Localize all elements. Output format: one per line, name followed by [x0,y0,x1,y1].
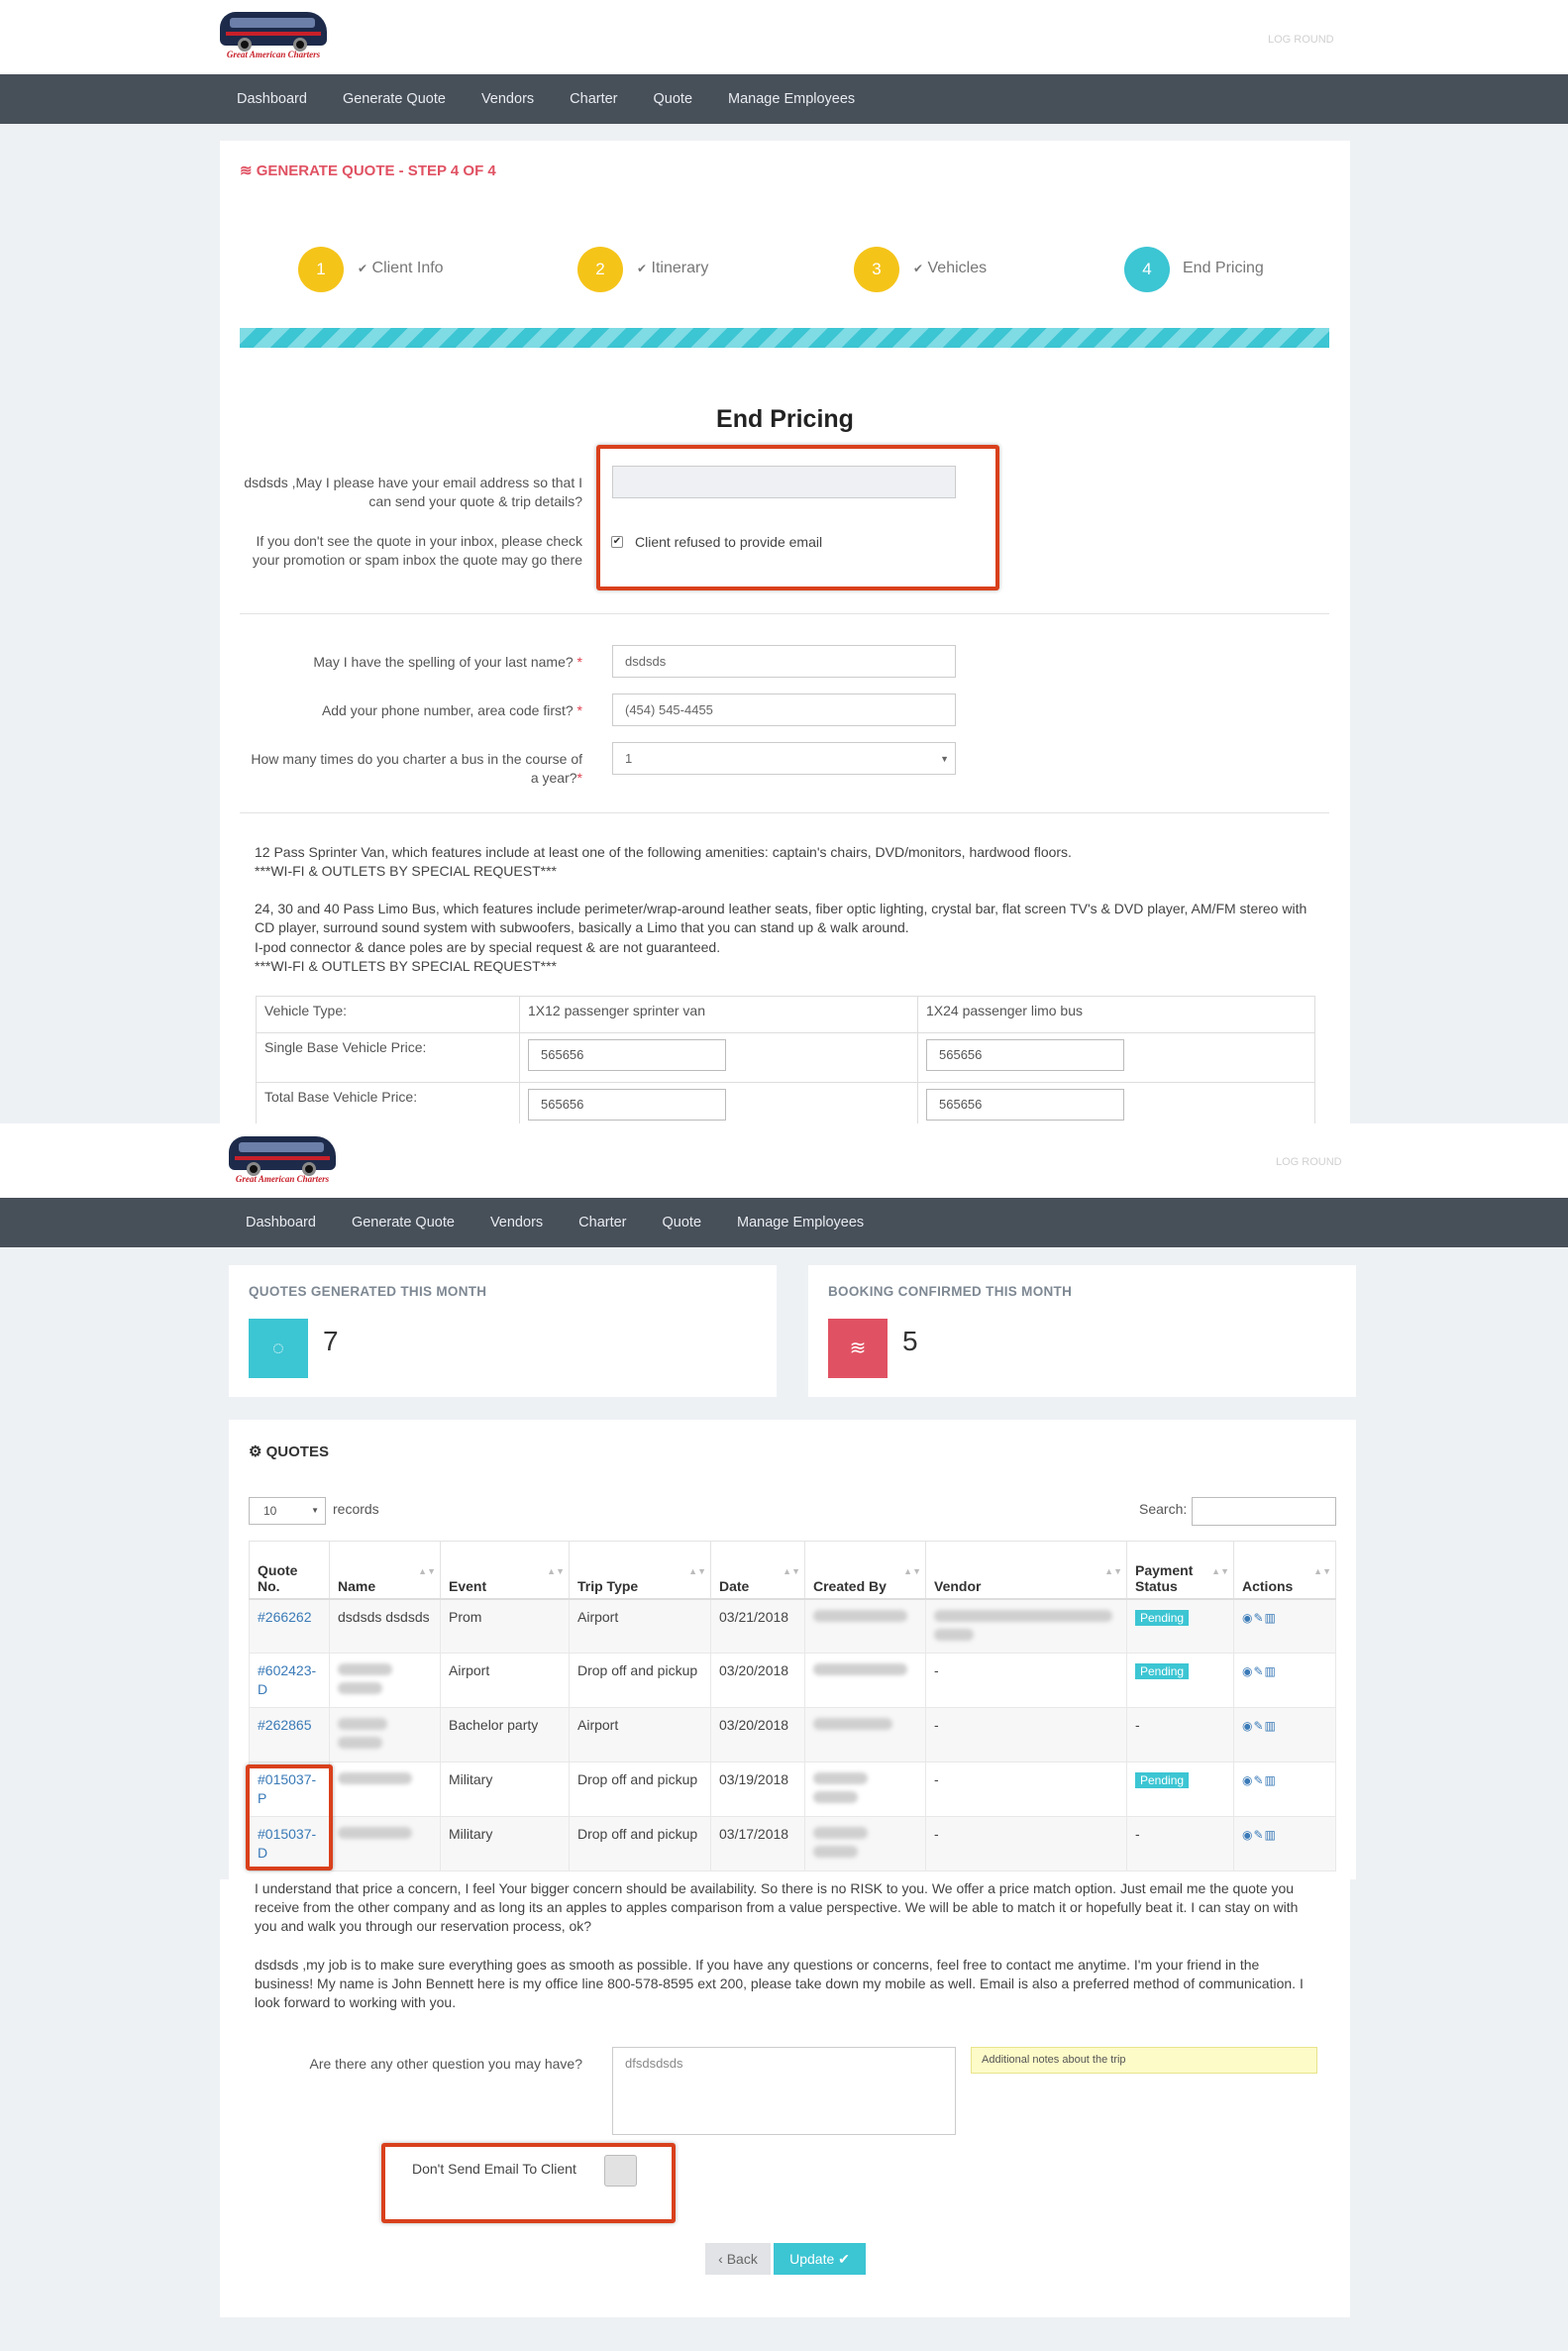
quote-link[interactable]: #262865 [258,1717,312,1733]
nav-manage-employees[interactable]: Manage Employees [737,1215,865,1230]
total-price-label: Total Base Vehicle Price: [257,1083,520,1124]
col-date[interactable]: Date ▲▼ [711,1542,805,1599]
total-price-input-2[interactable]: 565656 [926,1089,1124,1121]
nav-charter[interactable]: Charter [570,91,618,107]
view-icon[interactable]: ◉ [1242,1828,1254,1842]
col-quote-no[interactable]: Quote No. [250,1542,330,1599]
chevron-down-icon: ▼ [311,1506,319,1515]
highlight-box-email [596,445,999,590]
delete-icon[interactable]: ▥ [1264,1719,1277,1733]
single-price-input-1[interactable]: 565656 [528,1039,726,1071]
main-nav [0,74,1568,124]
panel-title: ≋ GENERATE QUOTE - STEP 4 OF 4 [240,162,496,179]
status-badge: Pending [1135,1610,1189,1626]
cell-event: Military [441,1763,570,1817]
vehicle-type-2: 1X24 passenger limo bus [918,997,1315,1033]
vehicle-description-1: 12 Pass Sprinter Van, which features include at least one of the following amenities: captain's chairs, DVD/monitors, hardwood floors. [255,844,1072,860]
cell-created-by [805,1763,926,1817]
edit-icon[interactable]: ✎ [1253,1773,1265,1787]
total-price-input-1[interactable]: 565656 [528,1089,726,1121]
col-event[interactable]: Event ▲▼ [441,1542,570,1599]
logout-link[interactable]: LOG ROUND [1268,34,1334,46]
single-price-label: Single Base Vehicle Price: [257,1033,520,1083]
phone-input[interactable]: (454) 545-4455 [612,694,956,726]
edit-icon[interactable]: ✎ [1253,1828,1265,1842]
stat1-title: QUOTES GENERATED THIS MONTH [249,1284,487,1299]
check-icon: ✔ [358,262,368,275]
step-3-circle[interactable]: 3 [854,247,899,292]
lastname-label: May I have the spelling of your last name? * [313,654,582,670]
nav-charter[interactable]: Charter [578,1215,627,1230]
cell-created-by [805,1599,926,1654]
quotes-table [249,1541,1336,1871]
delete-icon[interactable]: ▥ [1264,1773,1277,1787]
view-icon[interactable]: ◉ [1242,1610,1254,1625]
col-payment-status[interactable]: Payment Status ▲▼ [1127,1542,1234,1599]
chevron-down-icon: ▼ [940,754,949,764]
step-1-circle[interactable]: 1 [298,247,344,292]
cell-trip-type: Drop off and pickup [570,1763,711,1817]
nav-generate-quote[interactable]: Generate Quote [342,91,446,107]
col-actions[interactable]: Actions ▲▼ [1234,1542,1336,1599]
col-trip-type[interactable]: Trip Type ▲▼ [570,1542,711,1599]
cell-vendor [926,1599,1127,1654]
view-icon[interactable]: ◉ [1242,1719,1254,1733]
cell-date: 03/17/2018 [711,1817,805,1871]
stat2-title: BOOKING CONFIRMED THIS MONTH [828,1284,1073,1299]
phone-label: Add your phone number, area code first? * [321,702,582,718]
cell-date: 03/21/2018 [711,1599,805,1654]
logout-link[interactable]: LOG ROUND [1276,1156,1342,1168]
vehicle-pricing-table [256,996,1315,1123]
vehicle-type-1: 1X12 passenger sprinter van [520,997,918,1033]
row-actions [1234,1763,1336,1817]
progress-bar [240,328,1329,348]
step-4-circle[interactable]: 4 [1124,247,1170,292]
vehicle-description-2: ***WI-FI & OUTLETS BY SPECIAL REQUEST*** [255,863,557,879]
step-3-label[interactable]: ✔ Vehicles [913,260,988,276]
lightbulb-icon: ◌ [249,1319,308,1378]
cell-event: Prom [441,1599,570,1654]
step-1-label[interactable]: ✔ Client Info [358,260,444,276]
cell-event: Bachelor party [441,1708,570,1763]
nav-quote[interactable]: Quote [662,1215,702,1230]
cell-created-by [805,1708,926,1763]
edit-icon[interactable]: ✎ [1253,1664,1265,1678]
delete-icon[interactable]: ▥ [1264,1664,1277,1678]
quote-link[interactable]: #266262 [258,1608,312,1625]
stat2-value: 5 [902,1326,918,1356]
layers-icon: ≋ [240,162,257,179]
view-icon[interactable]: ◉ [1242,1664,1254,1678]
header-bar [0,0,1568,74]
generate-quote-panel [220,141,1350,1123]
status-badge: Pending [1135,1772,1189,1788]
cell-name [330,1708,441,1763]
layers-icon: ≋ [828,1319,888,1378]
inbox-note: If you don't see the quote in your inbox, please check your promotion or spam inbox the quote may go there [252,533,582,568]
table-header [250,1542,1336,1599]
vehicle-type-label: Vehicle Type: [257,997,520,1033]
cell-vendor: - [926,1708,1127,1763]
records-label: records [333,1501,379,1517]
nav-manage-employees[interactable]: Manage Employees [728,91,856,107]
price-match-paragraph: I understand that price a concern, I feel Your bigger concern should be availability. So there is no RISK to you. We offer a price match option. Just email me the quote you receive from the other company and as long its an apples to apples comparison from a value perspective. We will be able to match it or hopefully beat it. I can stay on with you and walk you through our reservation process, ok? [255,1880,1299,1934]
nav-dashboard[interactable]: Dashboard [246,1215,316,1230]
single-price-input-2[interactable]: 565656 [926,1039,1124,1071]
cell-vendor: - [926,1763,1127,1817]
cell-date: 03/19/2018 [711,1763,805,1817]
charter-frequency-label: How many times do you charter a bus in the course of a year?* [251,751,582,786]
cell-name [330,1654,441,1708]
row-actions [1234,1817,1336,1871]
cell-event: Military [441,1817,570,1871]
notes-hint: Additional notes about the trip [971,2047,1317,2074]
step-2-circle[interactable]: 2 [577,247,623,292]
cell-created-by [805,1817,926,1871]
table-row [250,1599,1336,1654]
table-row [250,1654,1336,1708]
company-logo[interactable] [229,1128,336,1194]
table-row [257,997,1315,1033]
cell-payment-status: - [1127,1708,1234,1763]
delete-icon[interactable]: ▥ [1264,1828,1277,1842]
cell-name [330,1817,441,1871]
cell-vendor: - [926,1817,1127,1871]
table-row [250,1763,1336,1817]
highlight-box-quote-numbers [246,1764,333,1870]
cell-trip-type: Drop off and pickup [570,1817,711,1871]
status-badge: Pending [1135,1663,1189,1679]
cell-created-by [805,1654,926,1708]
divider [240,613,1329,614]
cell-date: 03/20/2018 [711,1654,805,1708]
quote-link[interactable]: #015037-P [258,1771,317,1806]
dashboard-nav [0,1198,1568,1247]
col-created-by[interactable]: Created By ▲▼ [805,1542,926,1599]
table-row [250,1817,1336,1871]
nav-generate-quote[interactable]: Generate Quote [351,1215,455,1230]
table-row [257,1033,1315,1083]
cell-date: 03/20/2018 [711,1708,805,1763]
cell-payment-status: - [1127,1817,1234,1871]
highlight-box-dont-send [381,2143,676,2223]
charter-frequency-select[interactable]: 1 ▼ [612,742,956,775]
nav-vendors[interactable]: Vendors [480,91,535,107]
check-icon: ✔ [637,262,648,275]
back-button[interactable]: ‹ Back [705,2243,771,2275]
cell-trip-type: Airport [570,1708,711,1763]
lastname-input[interactable]: dsdsds [612,645,956,678]
refused-email-label: Client refused to provide email [635,534,823,550]
logo-text: Great American Charters [235,1174,330,1184]
quote-link[interactable]: #602423-D [258,1662,317,1697]
quotes-title: ⚙ QUOTES [249,1443,329,1460]
other-question-textarea[interactable]: dfsdsdsds [612,2047,956,2135]
stat1-value: 7 [323,1326,339,1356]
row-actions [1234,1654,1336,1708]
col-vendor[interactable]: Vendor ▲▼ [926,1542,1127,1599]
email-label: dsdsds ,May I please have your email address so that I can send your quote & trip details? [244,475,582,509]
step-2-label[interactable]: ✔ Itinerary [637,260,709,276]
nav-dashboard[interactable]: Dashboard [237,91,307,107]
vehicle-pricing-table-wrap [256,996,1315,1123]
vehicle-description-5: ***WI-FI & OUTLETS BY SPECIAL REQUEST*** [255,958,557,974]
cell-event: Airport [441,1654,570,1708]
vehicle-description-3: 24, 30 and 40 Pass Limo Bus, which features include perimeter/wrap-around leather seats, fiber optic lighting, crystal bar, flat screen TV's & DVD player, AM/FM stereo with CD player, surround sound system with subwoofers, basically a Limo that you can stand up & walk around. [255,901,1307,935]
dont-send-email-label: Don't Send Email To Client [412,2161,576,2177]
company-logo[interactable] [220,4,327,69]
refused-email-checkbox[interactable]: ✔ [612,536,622,547]
step-4-label[interactable]: End Pricing [1183,260,1264,276]
quote-link[interactable]: #015037-D [258,1826,317,1861]
records-per-page-select[interactable]: 10 ▼ [249,1497,326,1525]
divider [240,812,1329,813]
gear-icon: ⚙ [249,1443,266,1460]
contact-paragraph: dsdsds ,my job is to make sure everything goes as smooth as possible. If you have any questions or concerns, feel free to contact me anytime. I'm your friend in the business! My name is John Bennett here is my office line 800-578-8595 ext 200, please take down my mobile as well. Email is also a preferred method of communication. I look forward to working with you. [255,1957,1304,2010]
cell-trip-type: Drop off and pickup [570,1654,711,1708]
check-icon: ✔ [913,262,924,275]
edit-icon[interactable]: ✎ [1253,1610,1265,1625]
cell-name: dsdsds dsdsds [330,1599,441,1654]
row-actions [1234,1708,1336,1763]
edit-icon[interactable]: ✎ [1253,1719,1265,1733]
table-row [257,1083,1315,1124]
cell-name [330,1763,441,1817]
col-name[interactable]: Name ▲▼ [330,1542,441,1599]
nav-quote[interactable]: Quote [653,91,693,107]
vehicle-description-4: I-pod connector & dance poles are by special request & are not guaranteed. [255,939,721,955]
nav-vendors[interactable]: Vendors [489,1215,544,1230]
view-icon[interactable]: ◉ [1242,1773,1254,1787]
quotes-table-wrap [249,1541,1336,1879]
table-row [250,1708,1336,1763]
search-input[interactable] [1192,1497,1336,1526]
dashboard-header-bar [0,1123,1568,1198]
other-question-label: Are there any other question you may have? [309,2056,582,2072]
cell-vendor: - [926,1654,1127,1708]
row-actions [1234,1599,1336,1654]
delete-icon[interactable]: ▥ [1264,1610,1277,1625]
update-button[interactable]: Update ✔ [774,2243,866,2275]
section-title: End Pricing [716,405,854,433]
logo-text: Great American Charters [226,50,321,59]
search-label: Search: [1139,1501,1188,1517]
cell-trip-type: Airport [570,1599,711,1654]
